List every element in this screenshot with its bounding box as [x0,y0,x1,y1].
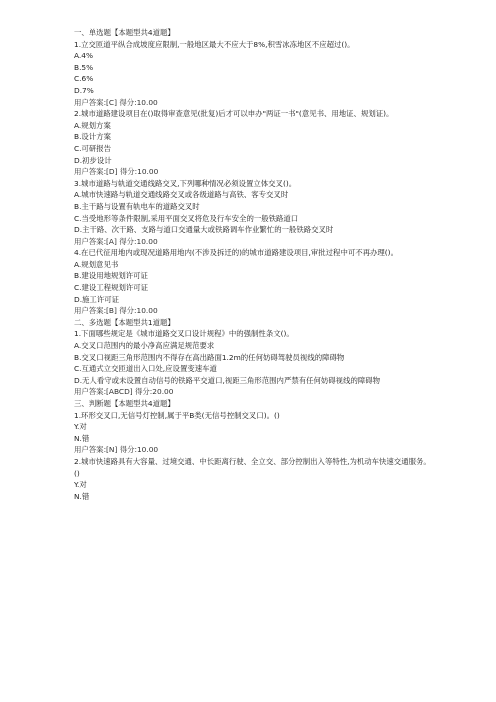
option-c: C.6% [74,74,94,84]
option-c: C.建设工程规划许可证 [74,283,149,293]
question-stem: 2.城市道路建设项目在()取得审查意见(批复)后才可以申办"两证一书"(意见书、用地证、规划证)。 [74,109,394,119]
question-stem: 1.立交匝道平纵合成坡度应限制,一般地区最大不应大于8%,积雪冰冻地区不应超过()。 [74,39,355,49]
user-answer: 用户答案:[B] 得分:10.00 [74,306,158,316]
section-title-single-choice: 一、单选题【本题型共4道题】 [74,28,175,37]
question-stem: 1.下面哪些规定是《城市道路交叉口设计规程》中的强制性条文()。 [74,329,294,339]
option-d: D.7% [74,85,94,95]
option-a: A.交叉口范围内的最小净高应满足规范要求 [74,341,215,351]
option-b: B.5% [74,62,94,72]
option-d: D.施工许可证 [74,294,119,304]
user-answer: 用户答案:[A] 得分:10.00 [74,236,158,246]
option-a: A.城市快速路与轨道交通线路交叉或各级道路与高铁、客专交叉时 [74,190,289,200]
option-b: B.建设用地规划许可证 [74,271,148,281]
option-d: D.无人看守或未设置自动信号的铁路平交道口,视距三角形范围内严禁有任何妨碍视线的障碍物 [74,375,381,385]
question-stem: 4.在已代征用地内或现况道路用地内(不涉及拆迁的)的城市道路建设项目,审批过程中可不再办理()。 [74,248,398,258]
option-yes: Y.对 [74,480,87,490]
option-b: B.主干路与设置有轨电车的道路交叉时 [74,201,200,211]
option-c: C.互通式立交匝道出入口处,应设置变速车道 [74,364,217,374]
question-stem: 1.环形交叉口,无信号灯控制,属于平B类(无信号控制交叉口)。() [74,410,280,420]
option-c: C.当受地形等条件限制,采用平面交叉将危及行车安全的一般铁路道口 [74,213,299,223]
option-a: A.4% [74,51,93,61]
user-answer: 用户答案:[D] 得分:10.00 [74,167,159,177]
option-yes: Y.对 [74,422,87,432]
section-title-true-false: 三、判断题【本题型共4道题】 [74,399,175,408]
option-c: C.可研报告 [74,143,112,153]
option-d: D.主干路、次干路、支路与道口交通量大或铁路调车作业繁忙的一般铁路交叉时 [74,225,334,235]
option-a: A.规划意见书 [74,259,119,269]
user-answer: 用户答案:[N] 得分:10.00 [74,445,159,455]
option-no: N.错 [74,491,90,501]
option-a: A.规划方案 [74,120,111,130]
question-stem: 2.城市快速路具有大容量、过境交通、中长距离行驶、全立交、部分控制出入等特性,为机动车快速交通服务。() [74,456,431,478]
question-stem: 3.城市道路与轨道交通线路交叉,下列哪种情况必须设置立体交叉()。 [74,178,297,188]
user-answer: 用户答案:[C] 得分:10.00 [74,97,158,107]
option-b: B.设计方案 [74,132,111,142]
option-no: N.错 [74,433,90,443]
option-b: B.交叉口视距三角形范围内不得存在高出路面1.2m的任何妨碍驾驶员视线的障碍物 [74,352,345,362]
section-title-multiple-choice: 二、多选题【本题型共1道题】 [74,317,175,327]
user-answer: 用户答案:[ABCD] 得分:20.00 [74,387,174,397]
option-d: D.初步设计 [74,155,112,165]
